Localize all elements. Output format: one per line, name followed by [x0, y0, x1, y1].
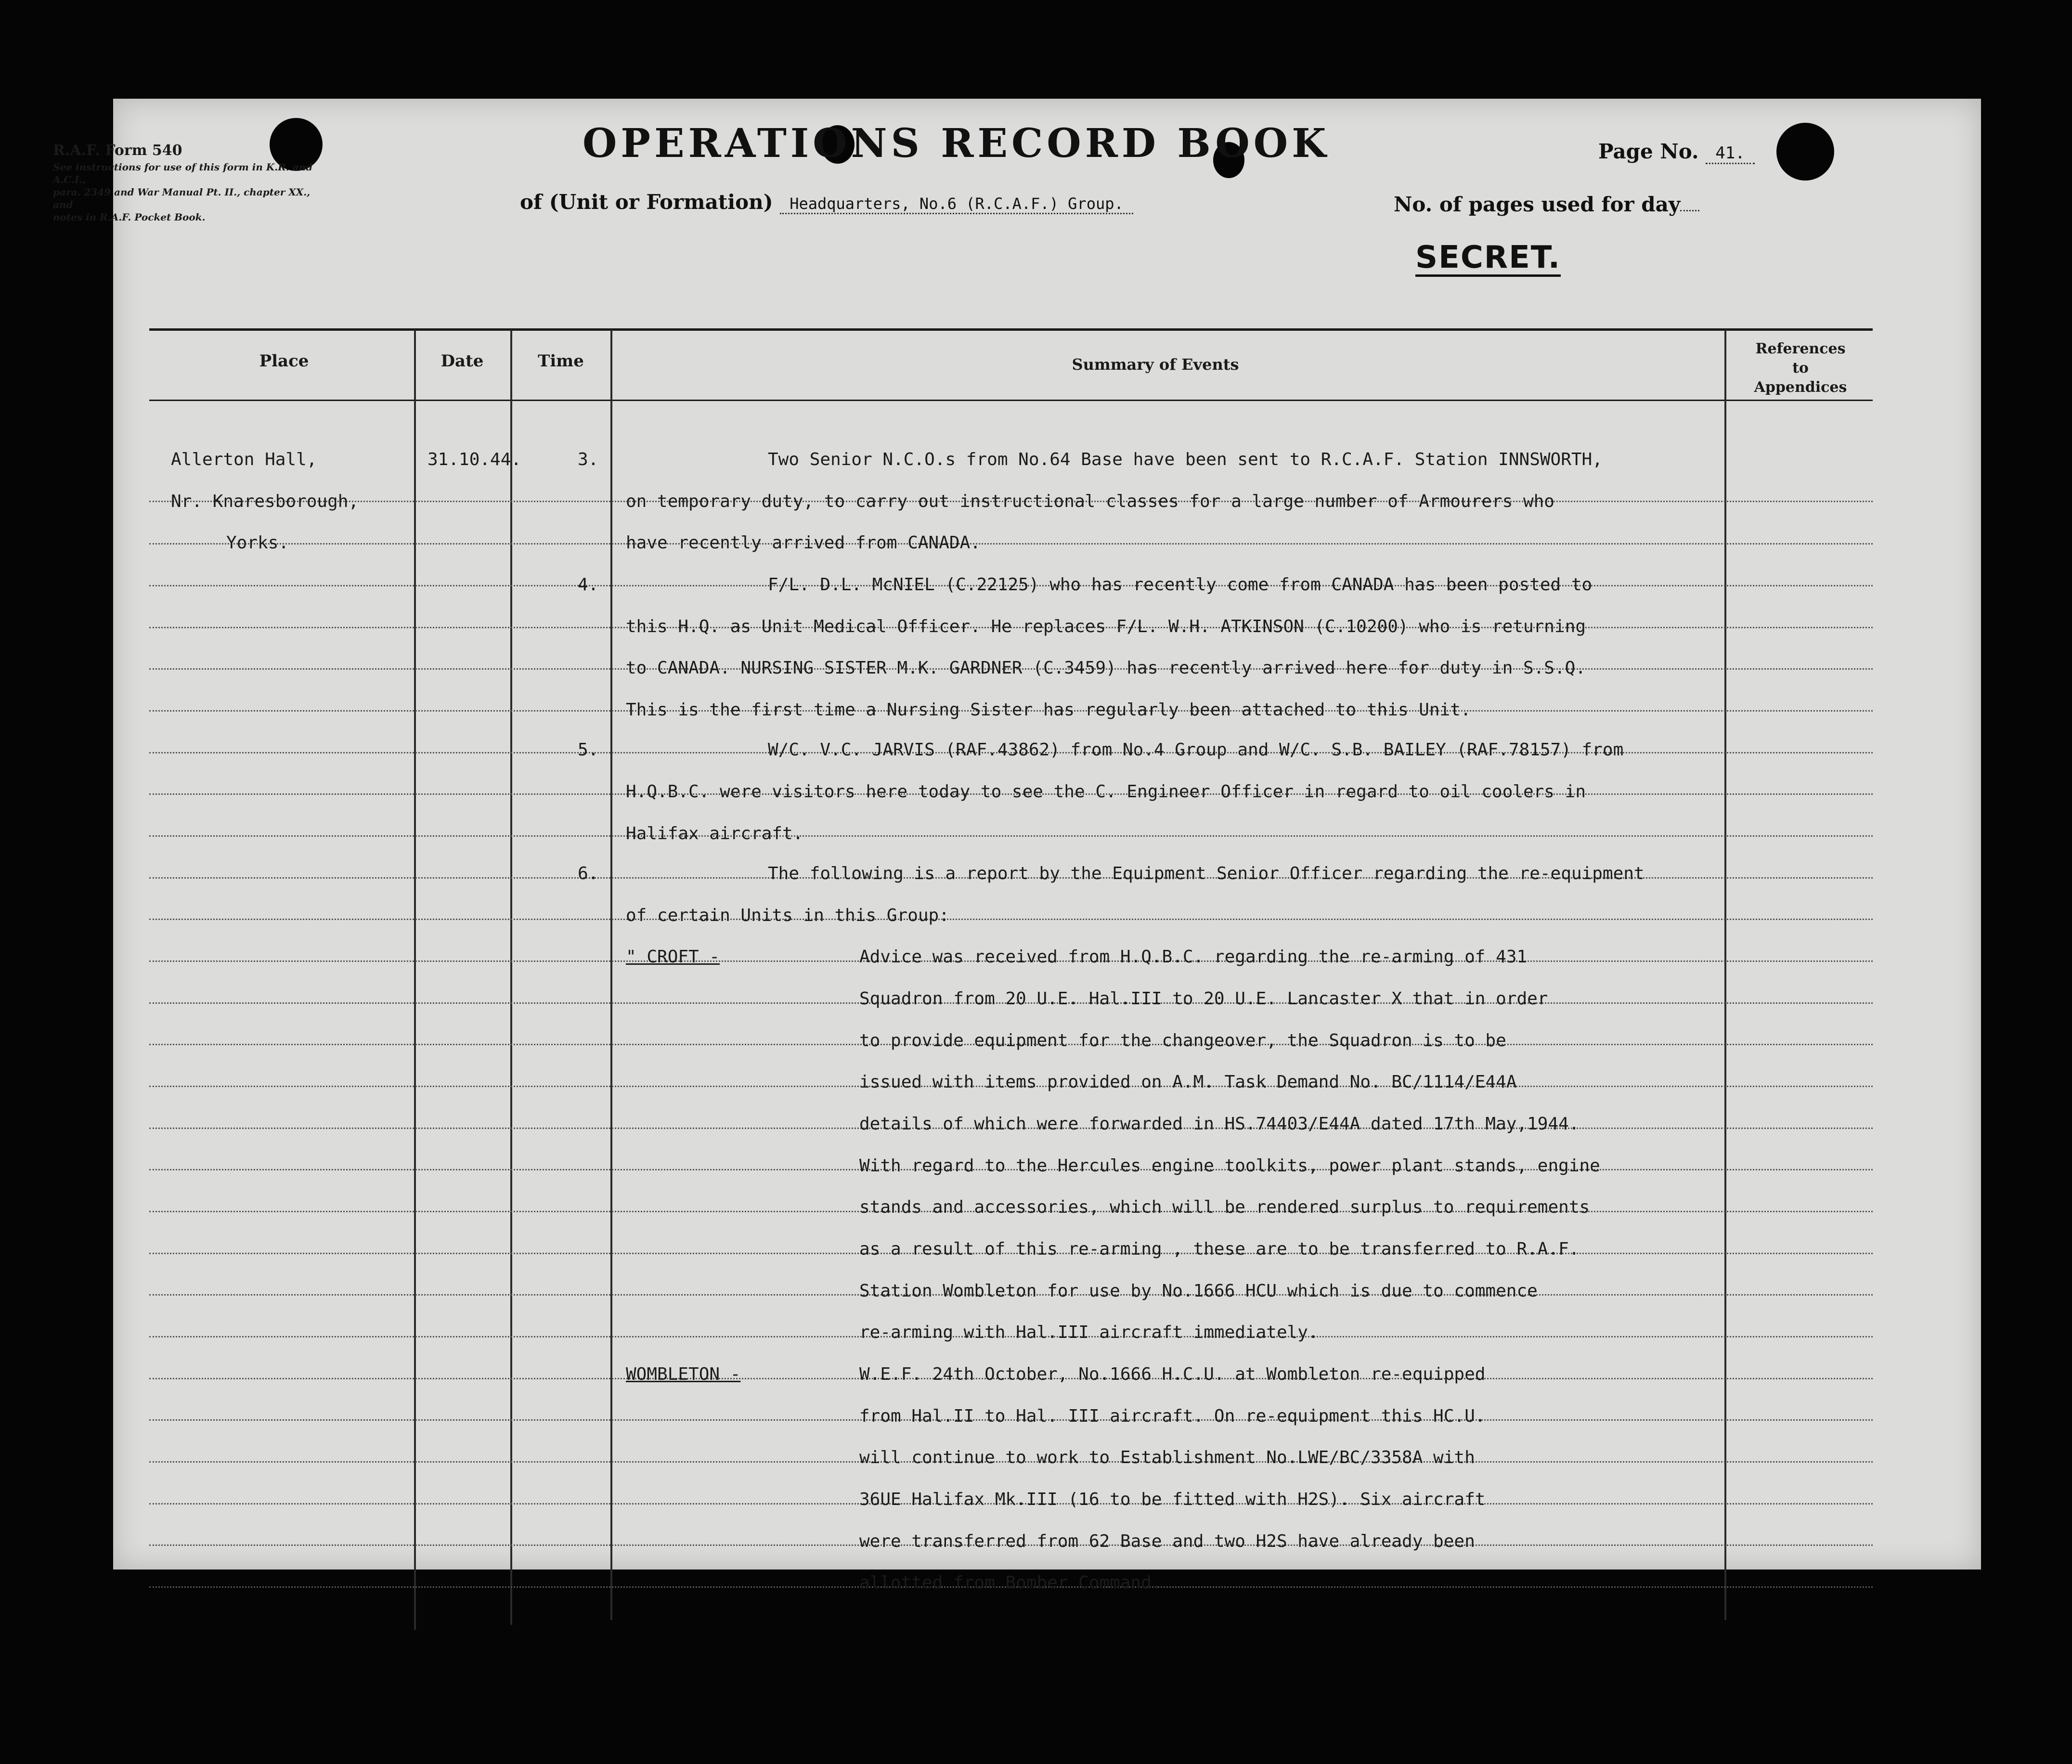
wombleton-label: WOMBLETON -: [626, 1364, 741, 1384]
column-header-date: Date: [440, 351, 484, 371]
croft-label: " CROFT -: [626, 947, 720, 967]
wombleton-line: from Hal.II to Hal. III aircraft. On re-equipment this HC.U.: [859, 1406, 1486, 1426]
summary-line: have recently arrived from CANADA.: [626, 533, 981, 553]
column-header-place: Place: [259, 351, 309, 371]
croft-line: stands and accessories, which will be rendered surplus to requirements: [859, 1197, 1590, 1217]
croft-line: With regard to the Hercules engine toolkits, power plant stands, engine: [859, 1156, 1600, 1176]
divider-summary-refs: [1724, 330, 1726, 1620]
croft-line: issued with items provided on A.M. Task Demand No. BC/1114/E44A: [859, 1072, 1517, 1092]
form-instructions: See instructions for use of this form in K.R. and A.C.I., para. 2349 and War Manual Pt. II., chapter XX., and notes in R.A.F. Pocket Book.: [53, 161, 313, 223]
summary-line: F/L. D.L. McNIEL (C.22125) who has recently come from CANADA has been posted to: [768, 575, 1593, 595]
unit-value: Headquarters, No.6 (R.C.A.F.) Group.: [780, 195, 1133, 214]
page-number-value: 41.: [1706, 143, 1754, 164]
wombleton-line: allotted from Bomber Command.: [859, 1573, 1162, 1593]
croft-line: as a result of this re-arming , these are to be transferred to R.A.F.: [859, 1239, 1580, 1259]
column-header-time: Time: [538, 351, 584, 371]
summary-line: Halifax aircraft.: [626, 824, 803, 843]
column-header-summary: Summary of Events: [1072, 355, 1239, 374]
summary-line: Two Senior N.C.O.s from No.64 Base have been sent to R.C.A.F. Station INNSWORTH,: [768, 450, 1603, 469]
wombleton-line: will continue to work to Establishment No.LWE/BC/3358A with: [859, 1448, 1475, 1467]
summary-line: W/C. V.C. JARVIS (RAF.43862) from No.4 Group and W/C. S.B. BAILEY (RAF.78157) from: [768, 740, 1624, 760]
entry-time-5: 5.: [578, 740, 599, 760]
wombleton-line: were transferred from 62 Base and two H2S have already been: [859, 1531, 1475, 1551]
croft-line: Advice was received from H.Q.B.C. regarding the re-arming of 431: [859, 947, 1528, 967]
place-line-2: Nr. Knaresborough,: [171, 492, 359, 511]
divider-time-summary: [610, 330, 612, 1620]
wombleton-line: 36UE Halifax Mk.III (16 to be fitted with H2S). Six aircraft: [859, 1490, 1486, 1509]
place-line-1: Allerton Hall,: [171, 450, 317, 469]
page-number-label: Page No.: [1598, 140, 1699, 163]
record-sheet: [113, 99, 1981, 1569]
entry-time-3: 3.: [578, 450, 599, 469]
pages-used-field: [1394, 193, 1699, 216]
summary-line: The following is a report by the Equipment Senior Officer regarding the re-equipment: [768, 864, 1645, 883]
summary-line: this H.Q. as Unit Medical Officer. He replaces F/L. W.H. ATKINSON (C.10200) who is returning: [626, 617, 1586, 636]
place-line-3: Yorks.: [226, 533, 289, 553]
divider-place-date: [414, 330, 416, 1630]
entry-time-6: 6.: [578, 864, 599, 883]
summary-line: to CANADA. NURSING SISTER M.K. GARDNER (C.3459) has recently arrived here for duty in S.S.Q.: [626, 658, 1586, 678]
punch-hole-right: [1776, 123, 1834, 181]
croft-line: to provide equipment for the changeover, the Squadron is to be: [859, 1031, 1506, 1051]
pages-used-label: No. of pages used for day: [1394, 193, 1681, 216]
page-number: [1598, 140, 1755, 163]
wombleton-line: W.E.F. 24th October, No.1666 H.C.U. at Wombleton re-equipped: [859, 1364, 1486, 1384]
croft-line: Station Wombleton for use by No.1666 HCU which is due to commence: [859, 1281, 1538, 1301]
entry-date: 31.10.44.: [427, 450, 522, 469]
summary-line: on temporary duty, to carry out instructional classes for a large number of Armourers who: [626, 492, 1554, 511]
croft-line: Squadron from 20 U.E. Hal.III to 20 U.E. Lancaster X that in order: [859, 989, 1548, 1009]
summary-line: H.Q.B.C. were visitors here today to see the C. Engineer Officer in regard to oil coolers in: [626, 782, 1586, 802]
unit-field: [520, 190, 1133, 214]
classification-stamp: SECRET.: [1415, 241, 1561, 277]
header-bottom-rule: [149, 400, 1873, 401]
form-name: R.A.F. Form 540: [53, 142, 182, 159]
summary-line: This is the first time a Nursing Sister has regularly been attached to this Unit.: [626, 700, 1471, 720]
page-title: OPERATIONS RECORD BOOK: [583, 120, 1330, 167]
column-header-references: References to Appendices: [1754, 340, 1847, 396]
divider-date-time: [510, 330, 512, 1625]
table-top-rule: [149, 328, 1873, 331]
croft-line: details of which were forwarded in HS.74403/E44A dated 17th May,1944.: [859, 1114, 1580, 1134]
form-identifier: [53, 142, 323, 223]
croft-line: re-arming with Hal.III aircraft immediately.: [859, 1323, 1319, 1342]
summary-line: of certain Units in this Group:: [626, 906, 949, 925]
entry-time-4: 4.: [578, 575, 599, 595]
unit-label: of (Unit or Formation): [520, 190, 773, 214]
